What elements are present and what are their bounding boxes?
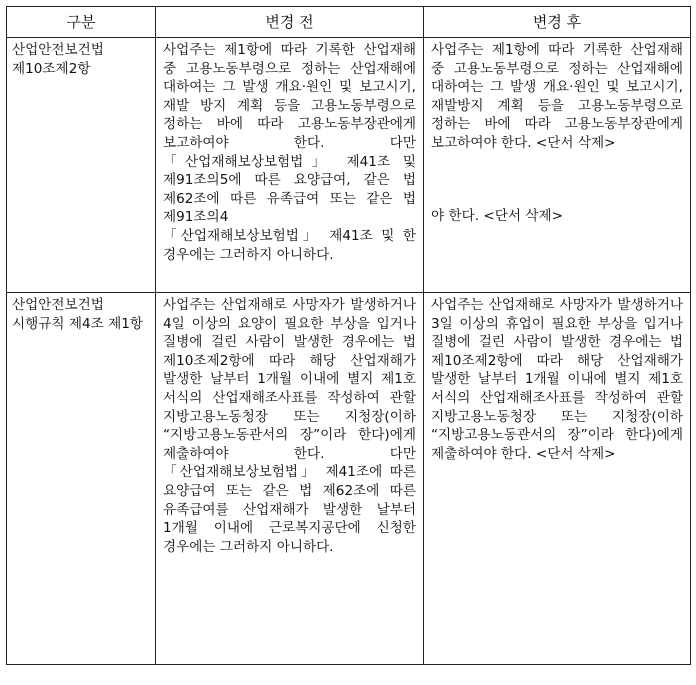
spacer xyxy=(431,153,683,207)
header-category: 구분 xyxy=(7,7,156,38)
after-text: 사업주는 제1항에 따라 기록한 산업재해 중 고용노동부령으로 정하는 산업재해에 대하여는 그 발생 개요·원인 및 보고시기, 재발방지 계획 등을 고용노동부령으로 정하는 바에 따라 고용노동부장관에게 보고하여야 한다. <단서 삭제> xyxy=(431,42,683,151)
header-after: 변경 후 xyxy=(424,7,691,38)
table-row xyxy=(7,38,691,293)
row-category: 산업안전보건법 시행규칙 제4조 제1항 xyxy=(7,293,156,665)
row-category: 산업안전보건법 제10조제2항 xyxy=(7,38,156,293)
header-row xyxy=(7,7,691,38)
table-row xyxy=(7,293,691,665)
row-before-cell xyxy=(156,38,424,293)
after-text-fragment: 야 한다. <단서 삭제> xyxy=(431,207,563,224)
before-text: 사업주는 제1항에 따라 기록한 산업재해 중 고용노동부령으로 정하는 산업재해에 대하여는 그 발생 개요·원인 및 보고시기, 재발 방지 계획 등을 고용노동부령으로 정하는 바에 따라 고용노동부장관에게 보고하여야 한다. 다만 「산업재해보상보험법」 제41조 및 제91조의5에 따른 요양급여, 같은 법 제62조에 따른 유족급여 또는 같은 법 제91조의4 xyxy=(163,42,416,226)
row-after-cell xyxy=(424,38,691,293)
row-before-cell: 사업주는 산업재해로 사망자가 발생하거나 4일 이상의 요양이 필요한 부상을 입거나 질병에 걸린 사람이 발생한 경우에는 법 제10조제2항에 따라 해당 산업재해가 발생한 날부터 1개월 이내에 별지 제1호 서식의 산업재해조사표를 작성하여 관할 지방고용노동청장 또는 지청장(이하 “지방고용노동관서의 장”이라 한다)에게 제출하여야 한다. 다만 「산업재해보상보험법」 제41조에 따른 요양급여 또는 같은 법 제62조에 따른 유족급여를 산업재해가 발생한 날부터 1개월 이내에 근로복지공단에 신청한 경우에는 그러하지 아니하다. xyxy=(156,293,424,665)
row-after-cell: 사업주는 산업재해로 사망자가 발생하거나 3일 이상의 휴업이 필요한 부상을 입거나 질병에 걸린 사람이 발생한 경우에는 법 제10조제2항에 따라 해당 산업재해가 발생한 날부터 1개월 이내에 별지 제1호 서식의 산업재해조사표를 작성하여 관할 지방고용노동청장 또는 지청장(이하 “지방고용노동관서의 장”이라 한다)에게 제출하여야 한다. <단서 삭제> xyxy=(424,293,691,665)
header-before: 변경 전 xyxy=(156,7,424,38)
before-text-fragment: 「산업재해보상보험법」 제41조 및 한 경우에는 그러하지 아니하다. xyxy=(163,227,416,263)
comparison-table xyxy=(6,6,691,665)
